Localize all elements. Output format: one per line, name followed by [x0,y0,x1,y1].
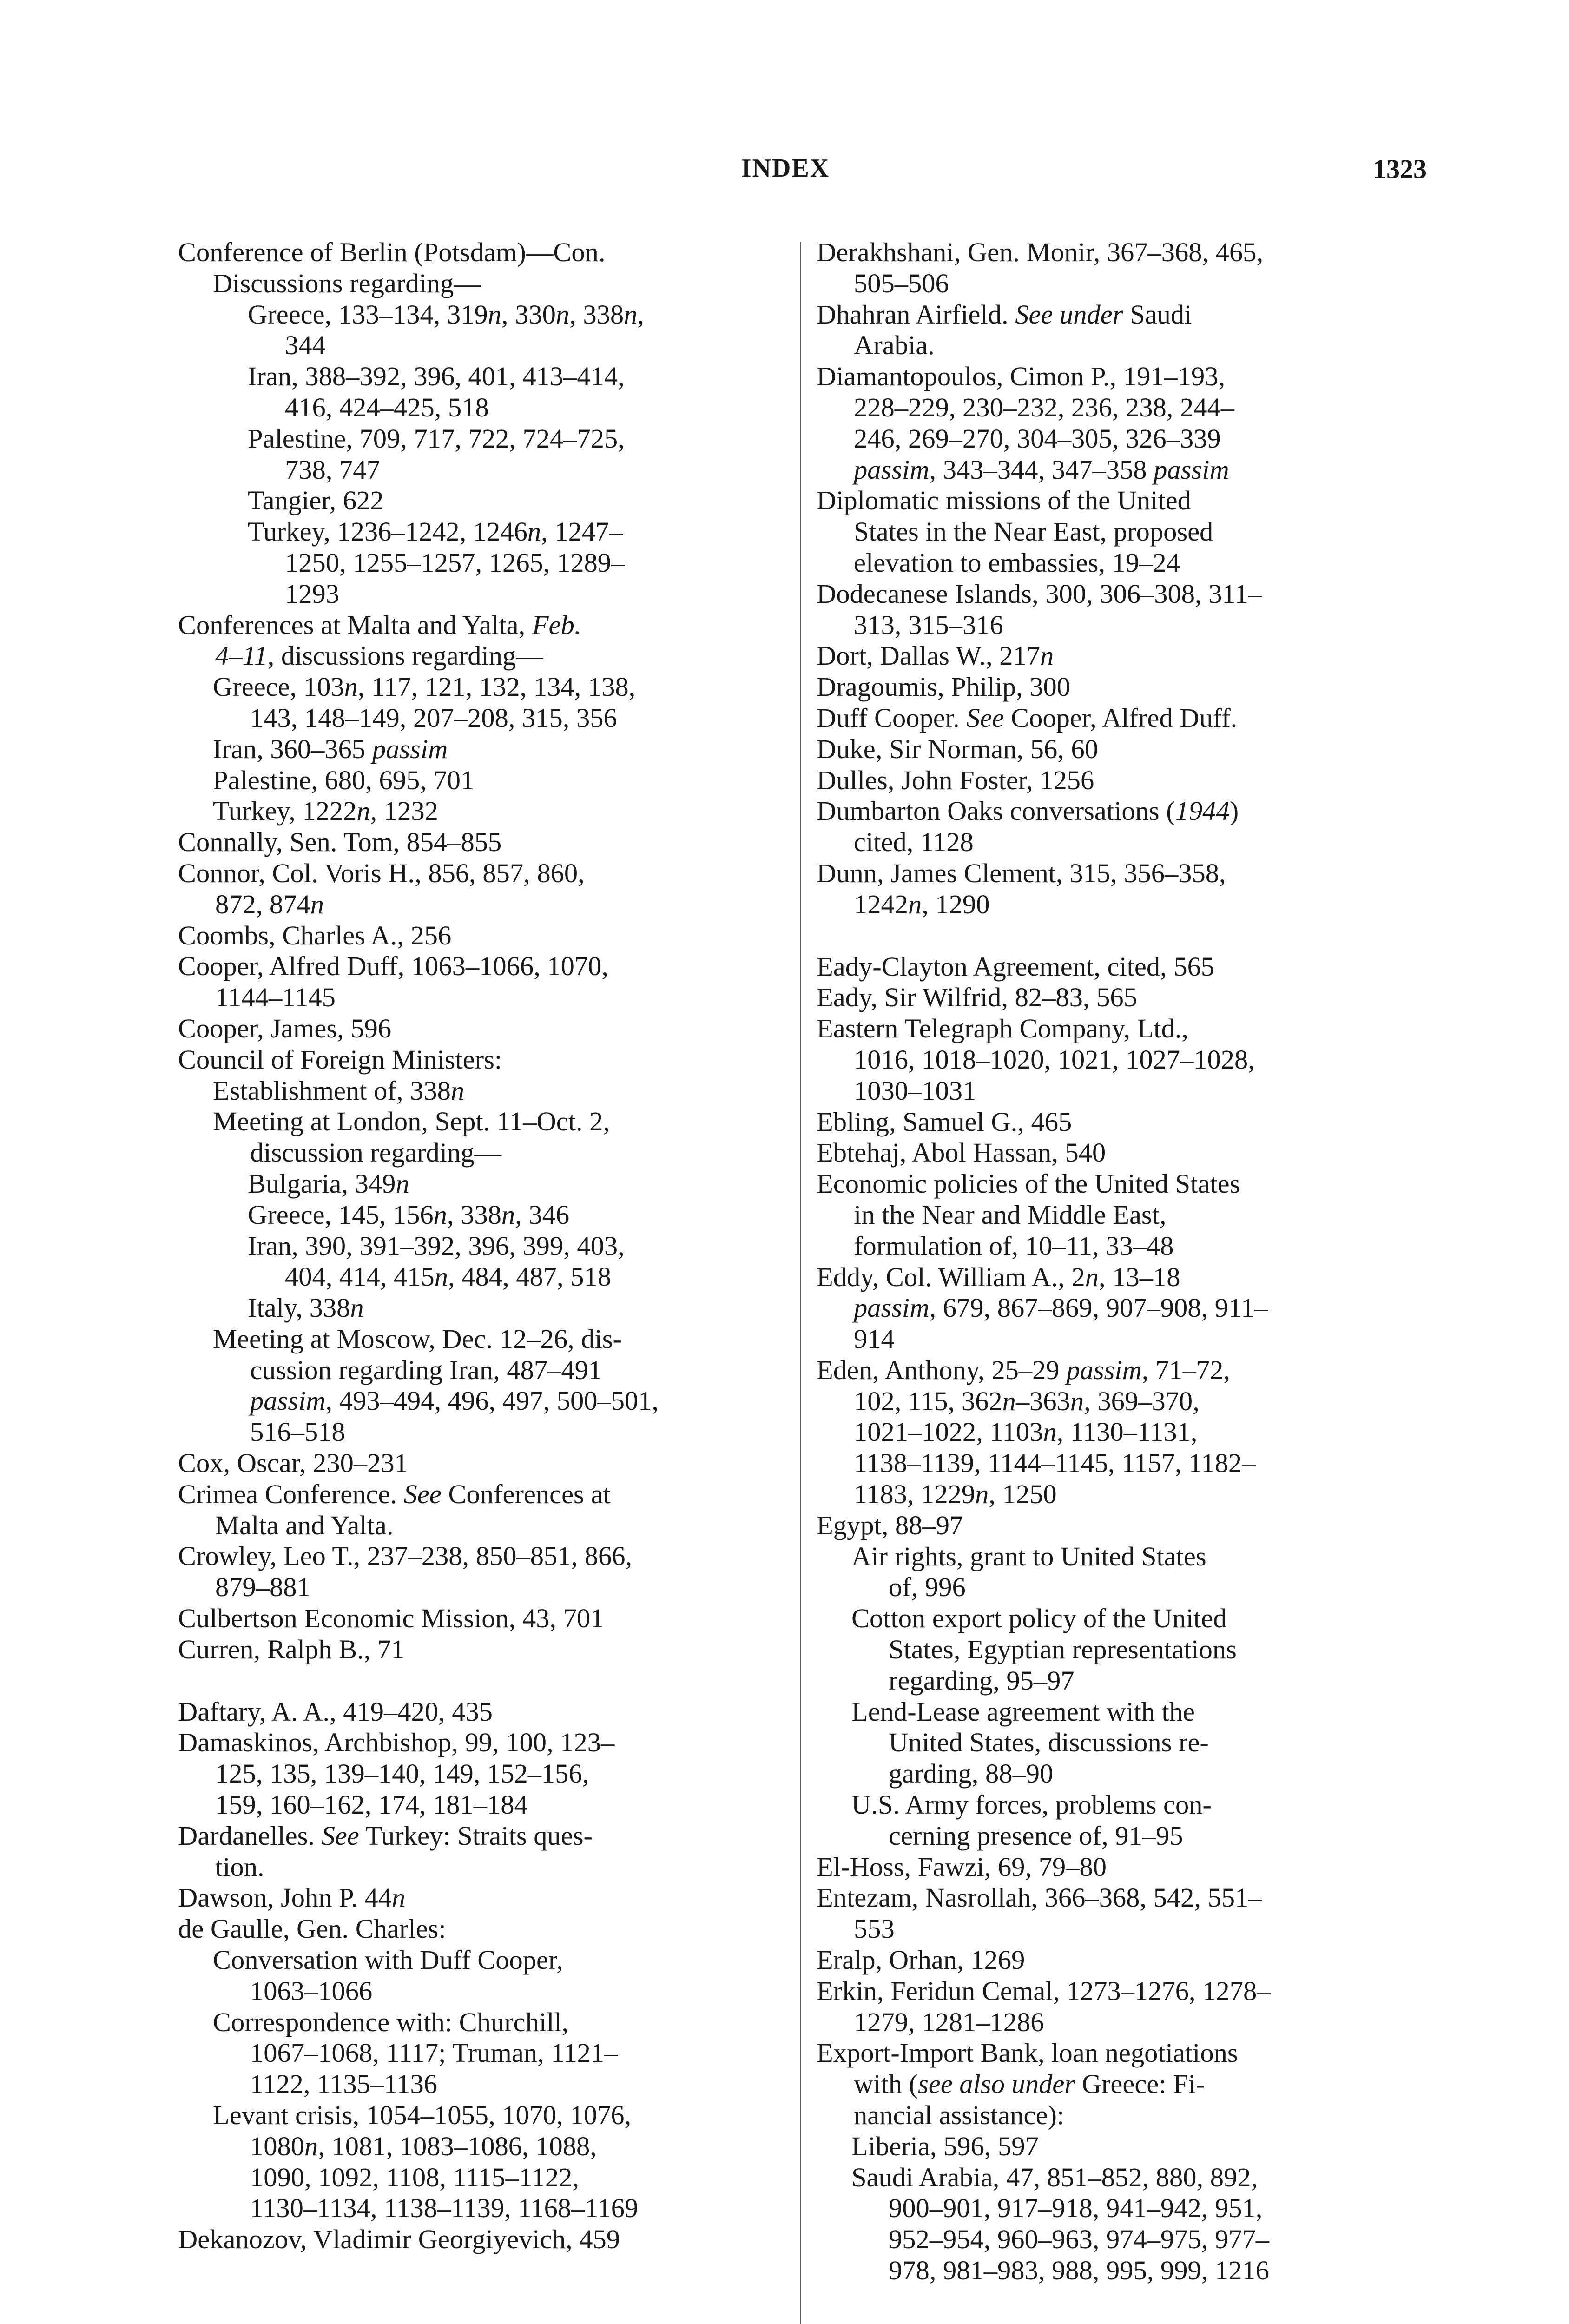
entry-continuation-line: garding, 88–90 [889,1758,1054,1789]
entry-line: Dulles, John Foster, 1256 [817,765,1094,795]
index-column-left [178,237,778,2255]
entry-continuation-line: with (see also under Greece: Fi- [854,2069,1205,2100]
entry-line: Lend-Lease agreement with the [851,1696,1195,1727]
entry-line: Greece, 103n, 117, 121, 132, 134, 138, [213,672,636,702]
entry-continuation-line: 516–518 [250,1417,345,1447]
entry-continuation-line: cited, 1128 [854,827,974,858]
entry-line: Ebtehaj, Abol Hassan, 540 [817,1137,1106,1168]
index-entry [817,982,1429,1013]
entry-continuation-line: elevation to embassies, 19–24 [854,547,1180,578]
entry-continuation-line: 1144–1145 [215,982,336,1013]
entry-continuation-line: in the Near and Middle East, [854,1199,1167,1230]
index-entry [178,2100,778,2224]
entry-continuation-line: passim, 679, 867–869, 907–908, 911– [854,1293,1268,1323]
index-entry [817,640,1429,672]
entry-continuation-line: 553 [854,1914,895,1944]
entry-line: Culbertson Economic Mission, 43, 701 [178,1603,604,1634]
entry-line: Eady-Clayton Agreement, cited, 565 [817,951,1215,982]
entry-line: Turkey, 1222n, 1232 [213,796,438,826]
entry-line: Palestine, 680, 695, 701 [213,765,475,795]
entry-line: Duke, Sir Norman, 56, 60 [817,733,1099,764]
index-entry [178,237,778,268]
index-entry [817,2131,1429,2162]
entry-line: Iran, 390, 391–392, 396, 399, 403, [248,1230,625,1261]
index-entry [178,672,778,734]
entry-line: Crimea Conference. See Conferences at [178,1479,611,1509]
entry-continuation-line: 344 [285,330,326,361]
index-entry [817,485,1429,578]
index-entry [817,672,1429,703]
entry-continuation-line: 900–901, 917–918, 941–942, 951, [889,2193,1263,2224]
entry-continuation-line: 313, 315–316 [854,609,1003,640]
entry-line: Dort, Dallas W., 217n [817,640,1054,671]
entry-line: de Gaulle, Gen. Charles: [178,1914,446,1944]
index-entry [817,2038,1429,2131]
entry-line: U.S. Army forces, problems con- [851,1789,1212,1820]
entry-continuation-line: 404, 414, 415n, 484, 487, 518 [285,1261,611,1292]
index-entry [817,1541,1429,1604]
entry-line: Eralp, Orhan, 1269 [817,1945,1025,1975]
entry-continuation-line: 102, 115, 362n–363n, 369–370, [854,1386,1200,1416]
index-entry [817,858,1429,920]
entry-line: Connor, Col. Voris H., 856, 857, 860, [178,858,585,888]
index-entry [817,796,1429,858]
entry-line: Curren, Ralph B., 71 [178,1634,405,1664]
entry-line: Dawson, John P. 44n [178,1882,406,1913]
index-entry [178,1634,778,1665]
entry-line: Cotton export policy of the United [851,1603,1227,1634]
entry-line: Iran, 388–392, 396, 401, 413–414, [248,361,625,392]
entry-line: Greece, 145, 156n, 338n, 346 [248,1199,570,1230]
entry-continuation-line: nancial assistance): [854,2100,1065,2131]
index-entry [817,579,1429,641]
entry-line: Crowley, Leo T., 237–238, 850–851, 866, [178,1541,633,1571]
entry-line: Eady, Sir Wilfrid, 82–83, 565 [817,982,1137,1013]
entry-continuation-line: 1293 [285,578,339,609]
index-entry [817,237,1429,299]
entry-continuation-line: 1130–1134, 1138–1139, 1168–1169 [250,2193,639,2224]
index-entry [817,1355,1429,1510]
page-number: 1323 [1373,154,1427,184]
index-entry [817,765,1429,796]
index-entry [817,1603,1429,1696]
entry-continuation-line: 1242n, 1290 [854,889,990,919]
entry-line: Eden, Anthony, 25–29 passim, 71–72, [817,1354,1230,1385]
entry-continuation-line: 1183, 1229n, 1250 [854,1479,1057,1510]
entry-continuation-line: 738, 747 [285,454,380,485]
index-entry [817,1510,1429,1541]
index-entry [817,2162,1429,2286]
entry-line: Dunn, James Clement, 315, 356–358, [817,858,1226,888]
entry-continuation-line: 1030–1031 [854,1075,976,1106]
entry-line: Economic policies of the United States [817,1169,1240,1199]
entry-continuation-line: 1016, 1018–1020, 1021, 1027–1028, [854,1044,1255,1075]
index-entry [178,1324,778,1448]
entry-continuation-line: of, 996 [889,1572,966,1603]
entry-continuation-line: 1063–1066 [250,1975,373,2006]
entry-line: Eastern Telegraph Company, Ltd., [817,1013,1189,1044]
entry-line: Daftary, A. A., 419–420, 435 [178,1696,493,1727]
entry-continuation-line: Arabia. [854,330,935,361]
index-entry [178,485,778,516]
index-entry [178,299,778,362]
entry-line: Bulgaria, 349n [248,1168,409,1199]
entry-line: Greece, 133–134, 319n, 330n, 338n, [248,299,644,330]
index-column-right [817,237,1429,2286]
entry-continuation-line: cussion regarding Iran, 487–491 [250,1354,602,1385]
entry-line: Dodecanese Islands, 300, 306–308, 311– [817,578,1262,609]
entry-line: Discussions regarding— [213,268,481,298]
entry-continuation-line: States, Egyptian representations [889,1634,1237,1665]
entry-continuation-line: 914 [854,1324,895,1354]
entry-line: Air rights, grant to United States [851,1541,1206,1571]
index-entry [817,1262,1429,1355]
index-entry [178,951,778,1013]
index-entry [178,423,778,486]
entry-line: Eddy, Col. William A., 2n, 13–18 [817,1261,1180,1292]
entry-line: Diamantopoulos, Cimon P., 191–193, [817,361,1226,392]
page-header-title: INDEX [741,154,830,183]
entry-continuation-line: 1122, 1135–1136 [250,2069,437,2100]
index-entry [178,1914,778,1945]
entry-line: Levant crisis, 1054–1055, 1070, 1076, [213,2100,632,2131]
index-entry [817,1137,1429,1169]
entry-continuation-line: 872, 874n [215,889,324,919]
entry-line: Cox, Oscar, 230–231 [178,1448,408,1479]
index-entry [178,920,778,951]
entry-continuation-line: 228–229, 230–232, 236, 238, 244– [854,392,1234,423]
entry-line: Saudi Arabia, 47, 851–852, 880, 892, [851,2162,1258,2192]
index-entry [817,703,1429,734]
entry-line: Dardanelles. See Turkey: Straits ques- [178,1820,593,1851]
index-entry [178,2007,778,2100]
index-entry [817,1852,1429,1883]
column-divider [800,242,801,2324]
letter-group-gap [178,1665,778,1697]
entry-line: Iran, 360–365 passim [213,733,448,764]
entry-continuation-line: 1067–1068, 1117; Truman, 1121– [250,2038,618,2068]
entry-line: Italy, 338n [248,1293,364,1323]
entry-line: Entezam, Nasrollah, 366–368, 542, 551– [817,1882,1262,1913]
index-entry [178,1541,778,1603]
entry-line: Dragoumis, Philip, 300 [817,672,1071,702]
entry-line: Meeting at Moscow, Dec. 12–26, dis- [213,1323,622,1354]
index-entry [817,1107,1429,1138]
entry-line: Connally, Sen. Tom, 854–855 [178,827,502,858]
entry-continuation-line: 1279, 1281–1286 [854,2007,1044,2037]
entry-line: Cooper, James, 596 [178,1013,392,1043]
entry-line: El-Hoss, Fawzi, 69, 79–80 [817,1851,1107,1882]
index-entry [817,951,1429,983]
letter-group-gap [817,920,1429,951]
entry-line: Coombs, Charles A., 256 [178,920,452,951]
entry-continuation-line: 4–11, discussions regarding— [215,640,543,671]
entry-line: Egypt, 88–97 [817,1510,963,1540]
index-entry [178,1293,778,1324]
index-entry [817,1697,1429,1789]
entry-continuation-line: passim, 343–344, 347–358 passim [854,454,1229,485]
entry-line: Cooper, Alfred Duff, 1063–1066, 1070, [178,951,608,982]
index-entry [817,1013,1429,1106]
entry-continuation-line: passim, 493–494, 496, 497, 500–501, [250,1386,659,1416]
index-entry [178,1727,778,1820]
index-entry [178,268,778,299]
entry-line: Council of Foreign Ministers: [178,1044,502,1075]
entry-continuation-line: 505–506 [854,268,949,298]
entry-line: Dumbarton Oaks conversations (1944) [817,796,1239,826]
entry-continuation-line: United States, discussions re- [889,1727,1209,1758]
entry-continuation-line: 952–954, 960–963, 974–975, 977– [889,2224,1269,2255]
entry-continuation-line: 1138–1139, 1144–1145, 1157, 1182– [854,1448,1256,1479]
entry-line: Dhahran Airfield. See under Saudi [817,299,1192,330]
index-entry [178,1603,778,1634]
index-entry [178,858,778,920]
index-entry [817,1789,1429,1852]
entry-line: Duff Cooper. See Cooper, Alfred Duff. [817,702,1238,733]
entry-line: Derakhshani, Gen. Monir, 367–368, 465, [817,237,1264,267]
entry-continuation-line: 1021–1022, 1103n, 1130–1131, [854,1417,1198,1447]
index-entry [178,1821,778,1883]
index-entry [817,1882,1429,1945]
entry-continuation-line: 125, 135, 139–140, 149, 152–156, [215,1758,589,1789]
entry-line: Establishment of, 338n [213,1075,465,1106]
entry-line: Ebling, Samuel G., 465 [817,1106,1072,1137]
index-entry [178,1169,778,1200]
entry-line: Meeting at London, Sept. 11–Oct. 2, [213,1106,610,1137]
index-entry [178,2224,778,2255]
index-entry [178,1697,778,1728]
index-entry [178,1882,778,1914]
entry-continuation-line: 1080n, 1081, 1083–1086, 1088, [250,2131,597,2161]
index-entry [178,516,778,609]
index-entry [178,1013,778,1044]
index-entry [178,734,778,765]
index-entry [817,734,1429,765]
entry-line: Palestine, 709, 717, 722, 724–725, [248,423,625,454]
entry-continuation-line: 246, 269–270, 304–305, 326–339 [854,423,1221,454]
entry-continuation-line: regarding, 95–97 [889,1665,1075,1696]
entry-continuation-line: States in the Near East, proposed [854,516,1213,547]
entry-continuation-line: cerning presence of, 91–95 [889,1820,1183,1851]
entry-line: Tangier, 622 [248,485,384,516]
entry-line: Liberia, 596, 597 [851,2131,1039,2161]
index-entry [817,1945,1429,1976]
entry-line: Diplomatic missions of the United [817,485,1191,516]
entry-continuation-line: Malta and Yalta. [215,1510,394,1540]
index-entry [817,1169,1429,1261]
index-entry [178,1044,778,1076]
entry-continuation-line: 416, 424–425, 518 [285,392,489,423]
entry-line: Conversation with Duff Cooper, [213,1945,563,1975]
entry-continuation-line: 143, 148–149, 207–208, 315, 356 [250,702,617,733]
index-entry [178,361,778,423]
index-entry [178,1231,778,1293]
entry-continuation-line: discussion regarding— [250,1137,502,1168]
index-entry [178,1200,778,1231]
entry-continuation-line: 879–881 [215,1572,310,1603]
entry-line: Conferences at Malta and Yalta, Feb. [178,609,581,640]
entry-line: Erkin, Feridun Cemal, 1273–1276, 1278– [817,1975,1271,2006]
entry-line: Damaskinos, Archbishop, 99, 100, 123– [178,1727,615,1758]
entry-line: Correspondence with: Churchill, [213,2007,569,2037]
index-entry [817,299,1429,362]
index-entry [817,361,1429,485]
index-entry [178,1076,778,1107]
entry-continuation-line: 1250, 1255–1257, 1265, 1289– [285,547,625,578]
entry-continuation-line: tion. [215,1851,264,1882]
entry-line: Conference of Berlin (Potsdam)—Con. [178,237,606,267]
index-entry [178,610,778,672]
index-entry [178,765,778,796]
index-entry [178,1448,778,1479]
index-entry [178,1479,778,1541]
index-entry [178,1945,778,2007]
index-entry [178,827,778,858]
index-entry [178,796,778,827]
entry-continuation-line: 978, 981–983, 988, 995, 999, 1216 [889,2255,1269,2285]
entry-continuation-line: 1090, 1092, 1108, 1115–1122, [250,2162,579,2192]
entry-line: Export-Import Bank, loan negotiations [817,2038,1238,2068]
entry-line: Turkey, 1236–1242, 1246n, 1247– [248,516,623,547]
entry-line: Dekanozov, Vladimir Georgiyevich, 459 [178,2224,620,2255]
index-entry [178,1106,778,1169]
index-entry [817,1976,1429,2038]
entry-continuation-line: 159, 160–162, 174, 181–184 [215,1789,528,1820]
entry-continuation-line: formulation of, 10–11, 33–48 [854,1230,1174,1261]
